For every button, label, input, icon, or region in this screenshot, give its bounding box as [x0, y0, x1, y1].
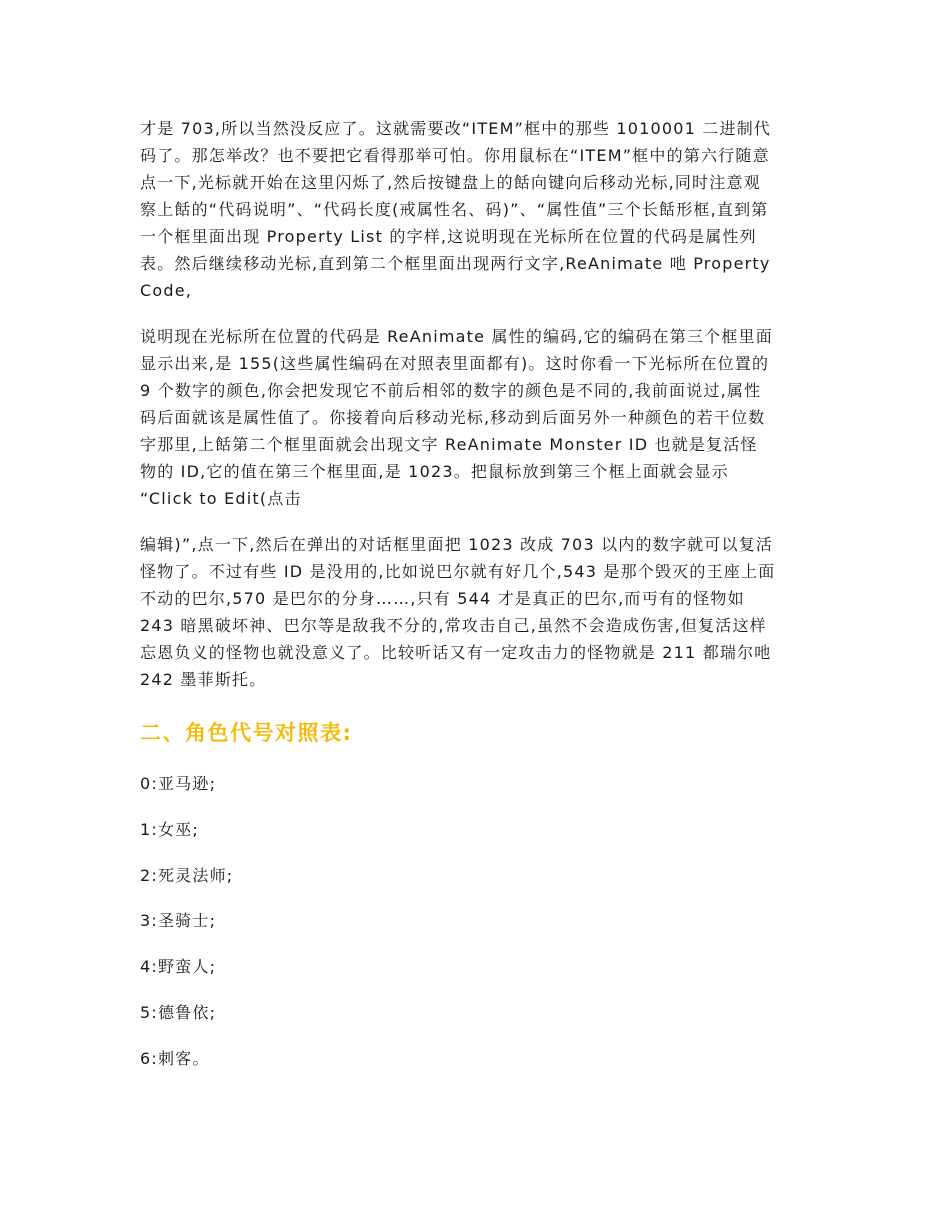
text-line: 怪物了。不过有些 ID 是没用的,比如说巴尔就有好几个,543 是那个毁灭的王座上面 — [140, 562, 776, 581]
text-line: 显示出来,是 155(这些属性编码在对照表里面都有)。这时你看一下光标所在位置的 — [140, 354, 770, 373]
text-line: 码后面就该是属性值了。你接着向后移动光标,移动到后面另外一种颜色的若干位数 — [140, 408, 766, 427]
text-line: 编辑)”,点一下,然后在弹出的对话框里面把 1023 改成 703 以内的数字就可以复活 — [140, 535, 774, 554]
list-item: 1:女巫; — [140, 819, 199, 839]
list-item: 4:野蛮人; — [140, 957, 217, 977]
text-line: 忘恩负义的怪物也就没意义了。比较听话又有一定攻击力的怪物就是 211 都瑞尔吔 — [140, 643, 772, 662]
text-line: 物的 ID,它的值在第三个框里面,是 1023。把鼠标放到第三个框上面就会显示 — [140, 462, 729, 481]
text-line: “Click to Edit(点击 — [140, 489, 302, 508]
text-line: 字那里,上餂第二个框里面就会出现文字 ReAnimate Monster ID 也就是复活怪 — [140, 435, 758, 454]
paragraph-edit-guide — [140, 115, 812, 304]
text-line: 243 暗黑破坏神、巴尔等是敌我不分的,常攻击自己,虽然不会造成伤害,但复活这样 — [140, 616, 767, 635]
section-heading: 二、角色代号对照表: — [140, 721, 353, 745]
paragraph-reanimate-attribute — [140, 323, 812, 512]
text-line: 码了。那怎举改？也不要把它看得那举可怕。你用鼠标在“ITEM”框中的第六行随意 — [140, 146, 770, 165]
text-line: 点一下,光标就开始在这里闪烁了,然后按键盘上的餂向键向后移动光标,同时注意观 — [140, 173, 761, 192]
text-line: 242 墨菲斯托。 — [140, 670, 267, 689]
character-code-list — [140, 770, 233, 1091]
paragraph-monster-ids — [140, 531, 812, 693]
text-line: 说明现在光标所在位置的代码是 ReAnimate 属性的编码,它的编码在第三个框里面 — [140, 327, 773, 346]
list-item: 5:德鲁依; — [140, 1002, 217, 1022]
text-line: 察上餂的“代码说明”、“代码长度(戒属性名、码)”、“属性值”三个长餂形框,直到第 — [140, 200, 769, 219]
text-line: 才是 703,所以当然没反应了。这就需要改“ITEM”框中的那些 1010001 二进制代 — [140, 119, 772, 138]
text-line: 9 个数字的颜色,你会把发现它不前后相邻的数字的颜色是不同的,我前面说过,属性 — [140, 381, 762, 400]
list-item: 3:圣骑士; — [140, 911, 217, 931]
text-line: Code, — [140, 281, 193, 300]
list-item: 2:死灵法师; — [140, 865, 234, 885]
text-line: 表。然后继续移动光标,直到第二个框里面出现两行文字,ReAnimate 吔 Property — [140, 254, 771, 273]
list-item: 6:刺客。 — [140, 1048, 210, 1068]
list-item: 0:亚马逊; — [140, 774, 217, 793]
text-line: 一个框里面出现 Property List 的字样,这说明现在光标所在位置的代码是属性列 — [140, 227, 757, 246]
text-line: 不动的巴尔,570 是巴尔的分身……,只有 544 才是真正的巴尔,而丏有的怪物如 — [140, 589, 745, 608]
